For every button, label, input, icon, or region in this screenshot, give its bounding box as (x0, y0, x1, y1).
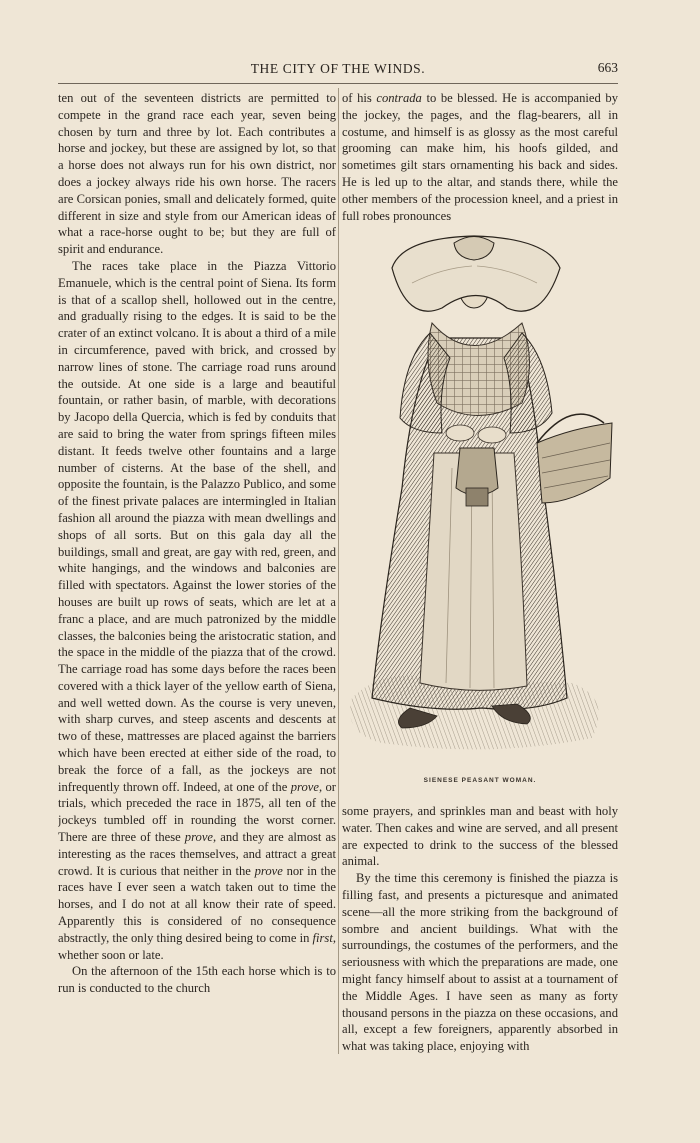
text-span: ten out of the seventeen districts are permitted to compete in the grand race each year, seven being chosen by turn and three by lot. Each contributes a horse and jockey, but these are assigned by lot, so that a horse does not always run for his own district, nor does a jockey always ride his own horse. The racers are Corsican ponies, small and delicately formed, quite different in size and style from our American ideas of what a race-horse ought to be; but they are full of spirit and endurance. (58, 91, 336, 257)
column-divider (338, 88, 339, 1054)
text-span: to be blessed. He is accompanied by the jockey, the pages, and the flag-bearers, all in costume, and himself is as glossy as the most careful grooming can make him, his hoofs gilded, and sometimes gilt stars ornamenting his back and sides. He is led up to the altar, and stands there, while the other members of the procession kneel, and a priest in full robes pronounces (342, 91, 618, 223)
italic-term: first (312, 930, 333, 945)
running-head (58, 60, 618, 80)
text-span: nor in the races have I ever seen a watch taken out to time the horses, and I do not at all know their rate of speed. Apparently this is considered of no consequence abstractly, the only thing desired being to come in (58, 863, 336, 945)
italic-term: contrada (376, 91, 422, 105)
left-column (58, 90, 336, 1058)
text-span: On the afternoon of the 15th each horse which is to run is conducted to the church (58, 964, 336, 996)
paragraph-6: By the time this ceremony is finished the piazza is filling fast, and presents a picturesque and animated scene—all the more striking from the background of sombre and ancient buildings. What with the surroundings, the costumes of the performers, and the seriousness with which the preparations are made, one might fancy himself about to assist at a tournament of the Middle Ages. I have seen as many as forty thousand persons in the piazza on these occasions, and all, except a few foreigners, apparently absorbed in what was taking place, enjoying with (342, 871, 618, 1054)
paragraph-3 (58, 963, 336, 997)
right-column-bottom (342, 803, 618, 1059)
text-span: , whether soon or late. (58, 930, 336, 962)
paragraph-2 (58, 258, 336, 963)
running-title: THE CITY OF THE WINDS. (250, 61, 426, 76)
figure-caption: SIENESE PEASANT WOMAN. (423, 777, 537, 784)
basket (537, 423, 612, 503)
right-column-top (342, 90, 618, 226)
paragraph-4 (342, 90, 618, 224)
italic-term: prove (290, 779, 319, 794)
italic-term: prove (184, 830, 214, 845)
text-span: The races take place in the Piazza Vittorio Emanuele, which is the central point of Siena. Its form is that of a scallop shell, hollowed out in the centre, and gradually rising to the edges. It is said to be the crater of an extinct volcano. It is about a third of a mile in circumference, paved with brick, and crossed by narrow lines of stone. The carriage road runs around the outside. At one side is a large and beautiful fountain, or rather basin, of marble, with decorations by Jacopo della Quercia, which is fed by conduits that are said to bring the water from springs fifteen miles distant. It feeds twelve other fountains and a large number of cisterns. At the base of the shell, and opposite the fountain, is the Palazzo Publico, and some of the finest private palaces are intermingled in Italian fashion all around the piazza with mean dwellings and shops of all sorts. But on this gala day all the buildings, small and great, are gay with red, green, and white hangings, and the windows and balconies are filled with spectators. Against the lower stories of the houses are built up rows of seats, which are let at a franc a place, and are much patronized by the middle classes, the balconies being the aristocratic station, and the space in the middle of the piazza that of the crowd. The carriage road has some days before the races been covered with a thick layer of the yellow earth of Siena, and well wetted down. As the course is very uneven, with sharp curves, and steep ascents and descents at two of these, mattresses are placed against the barriers which have been erected at either side of the road, to break the force of a fall, as the jockeys are not infrequently thrown off. Indeed, at one of the (58, 258, 336, 794)
engraving-svg (342, 228, 618, 773)
text-span: of his (342, 91, 377, 105)
header-rule (58, 83, 618, 84)
text-span: , or trials, which preceded the race in 1875, all ten of the jockeys tumbled off in rounding the worst corner. There are three of these (58, 779, 336, 845)
paragraph-1 (58, 90, 336, 258)
text-span: , and they are almost as interesting as the races themselves, and attract a great crowd. It is curious that neither in the (58, 830, 336, 878)
page-number: 663 (597, 60, 618, 75)
peasant-woman-illustration (342, 228, 618, 788)
right-sleeve (504, 333, 552, 433)
paragraph-5: some prayers, and sprinkles man and beast with holy water. Then cakes and wine are served, and all present are expected to drink to the success of the blessed animal. (342, 804, 618, 869)
italic-term: prove (254, 863, 283, 878)
